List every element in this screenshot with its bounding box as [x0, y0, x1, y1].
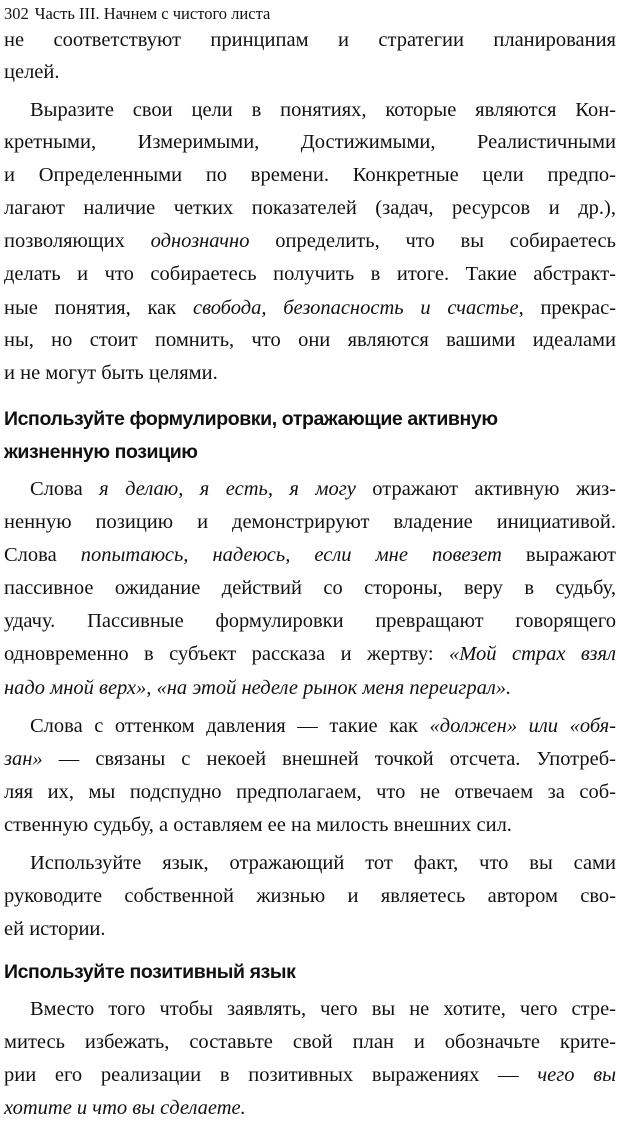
body-text: целей.: [4, 61, 60, 83]
body-text: Слова с оттенком давления — такие как: [30, 715, 430, 737]
paragraph-line: [4, 1093, 616, 1123]
body-text: ляя их, мы подспудно предполагаем, что не отвечаем за соб-: [4, 781, 616, 803]
paragraph-line: [4, 127, 616, 157]
paragraph-line: [4, 358, 616, 388]
body-text: отражают активную жиз-: [355, 478, 617, 500]
body-text: руководите собственной жизнью и являетесь автором сво-: [4, 885, 616, 907]
paragraph-line: [4, 1060, 616, 1090]
paragraph-line: [4, 259, 616, 289]
body-text: ны, но стоит помнить, что они являются вашими идеалами: [4, 329, 616, 351]
paragraph-line: [30, 848, 616, 878]
body-text: позволяющих: [4, 230, 151, 252]
body-text: делать и что собираетесь получить в итоге. Такие абстракт-: [4, 263, 616, 285]
paragraph-line: [4, 573, 616, 603]
paragraph-line: [30, 711, 616, 741]
paragraph-line: [4, 507, 616, 537]
paragraph-line: [4, 1027, 616, 1057]
paragraph-line: [4, 540, 616, 570]
paragraph-line: [4, 744, 616, 774]
body-text: не соответствуют принципам и стратегии планирования: [4, 29, 616, 51]
body-text: рии его реализации в позитивных выражениях —: [4, 1064, 538, 1086]
body-text: — связаны с некоей внешней точкой отсчета. Употреб-: [42, 748, 616, 770]
body-text: митесь избежать, составьте свой план и обозначьте крите-: [4, 1031, 616, 1053]
paragraph-line: [4, 881, 616, 911]
body-text: лагают наличие четких показателей (задач, ресурсов и др.),: [4, 197, 616, 219]
body-text: Используйте язык, отражающий тот факт, что вы сами: [30, 852, 616, 874]
body-text: выражают: [501, 544, 616, 566]
heading-text: Используйте позитивный язык: [4, 961, 296, 983]
body-text: кретными, Измеримыми, Достижимыми, Реалистичными: [4, 131, 616, 153]
italic-text: надо мной верх», «на этой неделе рынок меня переиграл».: [4, 677, 512, 699]
section-heading-line: [4, 437, 616, 467]
italic-text: «должен» или «обя-: [429, 715, 616, 737]
paragraph-line: [30, 474, 616, 504]
paragraph-line: [4, 293, 616, 323]
body-text: Выразите свои цели в понятиях, которые являются Кон-: [30, 99, 616, 121]
paragraph-line: [4, 226, 616, 256]
paragraph-line: [4, 914, 616, 944]
paragraph-line: [4, 810, 616, 840]
paragraph-line: [30, 994, 616, 1024]
italic-text: «Мой страх взял: [449, 643, 616, 665]
italic-text: хотите и что вы сделаете.: [4, 1097, 246, 1119]
paragraph-line: [4, 25, 616, 55]
heading-text: Используйте формулировки, отражающие активную: [4, 408, 498, 430]
paragraph-line: [4, 606, 616, 636]
page-number: 302: [4, 4, 29, 23]
body-text: одновременно в субъект рассказа и жертву:: [4, 643, 449, 665]
body-text: Слова: [30, 478, 100, 500]
body-text: ные понятия, как: [4, 297, 193, 319]
italic-text: попытаюсь, надеюсь, если мне повезет: [80, 544, 502, 566]
heading-text: жизненную позицию: [4, 441, 198, 463]
section-heading-line: [4, 404, 616, 434]
body-text: Слова: [4, 544, 81, 566]
italic-text: чего вы: [537, 1064, 616, 1086]
body-text: пассивное ожидание действий со стороны, веру в судьбу,: [4, 577, 616, 599]
paragraph-line: [30, 95, 616, 125]
section-heading-line: [4, 957, 616, 987]
paragraph-line: [4, 193, 616, 223]
body-text: ственную судьбу, а оставляем ее на милость внешних сил.: [4, 814, 512, 836]
paragraph-line: [4, 639, 616, 669]
body-text: и Определенными по времени. Конкретные цели предпо-: [4, 164, 616, 186]
paragraph-line: [4, 325, 616, 355]
italic-text: свобода, безопасность и счастье: [192, 297, 519, 319]
body-text: , прекрас-: [518, 297, 617, 319]
body-text: и не могут быть целями.: [4, 362, 218, 384]
body-text: ей истории.: [4, 918, 106, 940]
paragraph-line: [4, 57, 616, 87]
paragraph-line: [4, 777, 616, 807]
body-text: ненную позицию и демонстрируют владение инициативой.: [4, 511, 616, 533]
running-title: Часть III. Начнем с чистого листа: [34, 4, 271, 23]
body-text: Вместо того чтобы заявлять, чего вы не хотите, чего стре-: [30, 998, 616, 1020]
paragraph-line: [4, 673, 616, 703]
italic-text: зан»: [4, 748, 43, 770]
body-text: удачу. Пассивные формулировки превращают говорящего: [4, 610, 616, 632]
italic-text: я делаю, я есть, я могу: [99, 478, 356, 500]
body-text: определить, что вы собираетесь: [249, 230, 616, 252]
italic-text: однозначно: [150, 230, 250, 252]
running-header: [4, 4, 270, 26]
paragraph-line: [4, 160, 616, 190]
